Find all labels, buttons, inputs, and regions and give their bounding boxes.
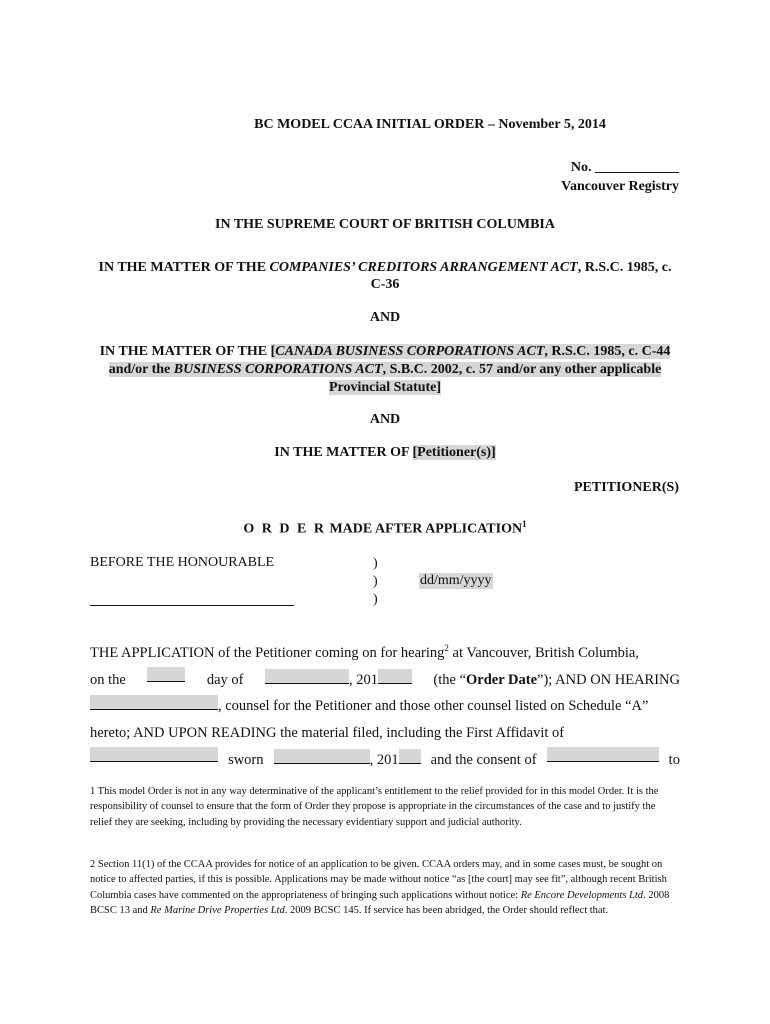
registry-block (561, 158, 679, 196)
registry-name: Vancouver Registry (561, 179, 679, 194)
and-separator-1: AND (369, 310, 401, 325)
paragraph-line-5: sworn , 201 and the consent of to (90, 747, 680, 774)
matter-petitioner: IN THE MATTER OF [Petitioner(s)] (274, 445, 496, 460)
footnote-1: 1 This model Order is not in any way determinative of the applicant’s entitlement to the relief provided for in this model Order. It is the responsibility of counsel to ensure that the form of Order they propose is appropriate in the circumstances of the case and to justify the relief they are seeking, including by providing the necessary evidentiary support and judicial authority. (90, 786, 659, 828)
judge-name-blank (90, 591, 294, 606)
case-citation-1: Re Encore Developments Ltd (520, 889, 644, 901)
parentheses-column: ) ) ) (373, 556, 378, 607)
case-citation-2: Re Marine Drive Properties Ltd (150, 904, 285, 916)
month-blank (265, 669, 349, 684)
paragraph-line-3: , counsel for the Petitioner and those other counsel listed on Schedule “A” (90, 693, 680, 720)
day-blank (147, 667, 185, 682)
court-name: IN THE SUPREME COURT OF BRITISH COLUMBIA (215, 217, 555, 232)
document-title: BC MODEL CCAA INITIAL ORDER – November 5, 2014 (254, 117, 606, 132)
year-blank (378, 669, 412, 684)
paragraph-line-1: THE APPLICATION of the Petitioner coming on for hearing$^2$ at Vancouver, British Columbia, (90, 643, 639, 661)
affiant-blank (90, 747, 218, 762)
petitioners-label: PETITIONER(S) (573, 480, 679, 495)
counsel-blank (90, 695, 218, 710)
consent-party-blank (547, 747, 659, 762)
file-number: No. ____________ (570, 160, 679, 175)
sworn-date-blank (274, 749, 370, 764)
paragraph-line-4: hereto; AND UPON READING the material filed, including the First Affidavit of (90, 725, 565, 742)
date-placeholder: dd/mm/yyyy (420, 573, 492, 588)
application-paragraph (90, 635, 680, 774)
act-name: COMPANIES’ CREDITORS ARRANGEMENT ACT (269, 260, 578, 275)
footnote-ref-2: 2 (444, 643, 449, 653)
footnote-2: 2 Section 11(1) of the CCAA provides for notice of an application to be given. CCAA orders may, and in some cases must, be sought on notice to affected parties, if this is possible. Applications may be made without notice “as [the court] may see fit”, although recent British Columbia cases have commented on the appropriateness of bringing such applications without notice: Re Encore Developments Ltd. 2008 BCSC 13 and Re Marine Drive Properties Ltd. 2009 BCSC 145. If service has been abridged, the Order should reflect that. (90, 859, 670, 916)
sworn-year-blank (399, 749, 421, 764)
matter-ccaa: IN THE MATTER OF THE COMPANIES’ CREDITORS ARRANGEMENT ACT, R.S.C. 1985, c. C-36 (98, 260, 672, 292)
before-judge-label: BEFORE THE HONOURABLE (90, 555, 275, 570)
and-separator-2: AND (369, 412, 401, 427)
order-heading: O R D E R MADE AFTER APPLICATION$^1$ (243, 519, 527, 537)
paragraph-line-2: on the day of , 201 (the “Order Date”); AND ON HEARING (90, 667, 680, 694)
footnote-ref-1: 1 (522, 519, 527, 529)
placeholder-statute: [CANADA BUSINESS CORPORATIONS ACT, R.S.C. 1985, c. C-44 and/or the BUSINESS CORPORATIONS ACT, S.B.C. 2002, c. 57 and/or any other applicable Provincial Statute] (108, 344, 671, 395)
placeholder-petitioner: [Petitioner(s)] (412, 445, 496, 460)
matter-corporations-act: IN THE MATTER OF THE [CANADA BUSINESS CORPORATIONS ACT, R.S.C. 1985, c. C-44 and/or the BUSINESS CORPORATIONS ACT, S.B.C. 2002, c. 57 and/or any other applicable Provincial Statute] (99, 344, 671, 395)
